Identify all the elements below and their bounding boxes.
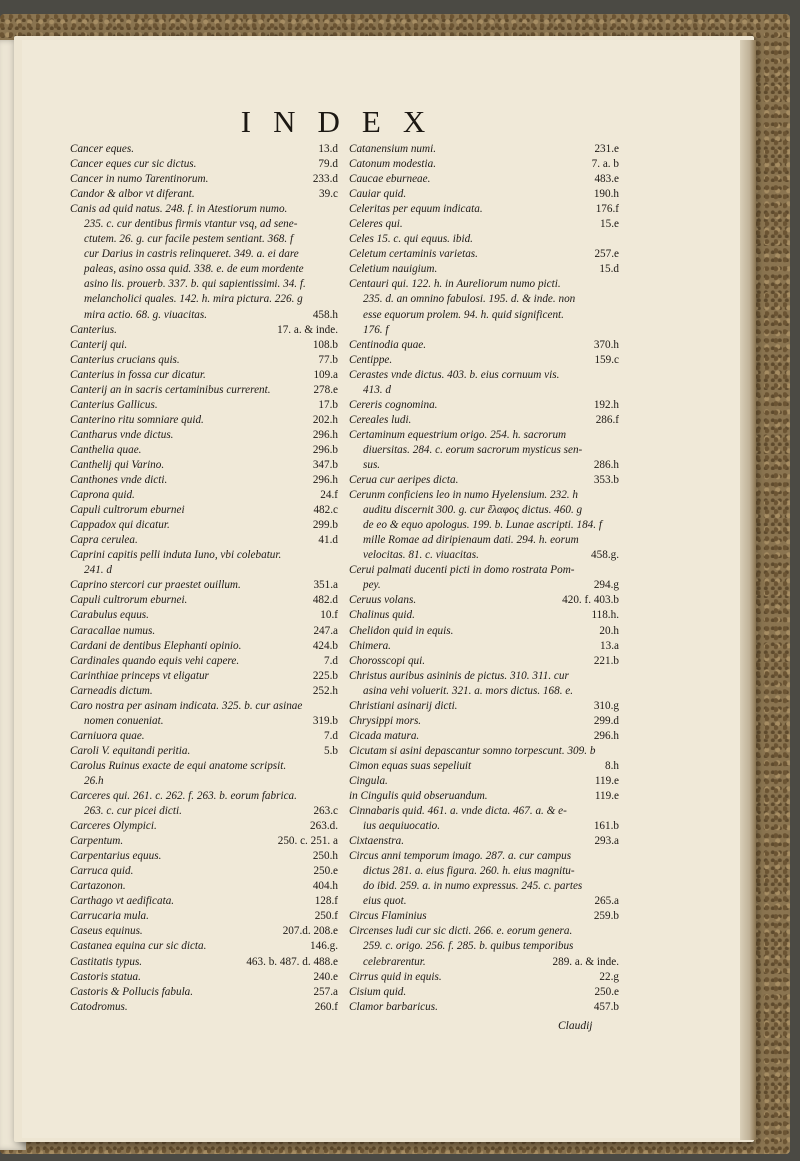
index-entry-text: Capra cerulea. [70,534,138,547]
index-entry [349,488,619,563]
index-entry-text: Carthago vt aedificata. [70,895,175,908]
index-entry-text: Canterino ritu somniare quid. [70,413,204,426]
index-entry [70,353,338,368]
index-entry-reference: 22.g [599,970,619,983]
index-entry-reference: 286.h [593,458,619,471]
index-entry-reference: 457.b [593,1000,619,1013]
index-entry [70,187,338,202]
index-entry-text: Canterius crucians quis. [70,353,180,366]
index-entry-text: Cereris cognomina. [349,398,438,411]
index-entry-reference: 263.d. [310,820,338,833]
index-entry-text: Cantharus vnde dictus. [70,428,174,441]
index-entry-reference: 20.h [599,624,619,637]
index-entry [70,864,338,879]
index-entry-reference: 260.f [314,1000,338,1013]
index-entry-reference: 17. a. & inde. [277,323,338,336]
index-entry-reference: 250.h [312,850,338,863]
index-entry-text: Caprona quid. [70,489,135,502]
index-entry-reference: 296.h [312,474,338,487]
index-entry-reference: 458.h [312,308,338,321]
index-entry-text: Circus anni temporum imago. 287. a. cur campus [349,850,572,863]
index-entry [349,774,619,789]
index-entry-text: 263. c. cur picei dicti. [84,805,182,818]
index-entry-text: Chrysippi mors. [349,714,422,727]
index-entry [349,834,619,849]
index-entry-text: celebrarentur. [363,955,426,968]
index-entry-reference: 278.e [313,383,338,396]
index-entry-reference: 289. a. & inde. [552,955,619,968]
index-entry-reference: 263.c [313,805,338,818]
index-entry-text: Cartazonon. [70,880,126,893]
index-entry [70,834,338,849]
index-entry-text: Celetium nauigium. [349,263,438,276]
index-entry-reference: 294.g [593,579,619,592]
index-entry-reference: 119.e [594,774,619,787]
index-column-right [349,142,619,1015]
index-entry-reference: 233.d [312,173,338,186]
index-entry-reference: 347.b [312,458,338,471]
index-entry-text: melancholici quales. 142. h. mira pictura. 226. g [84,293,303,306]
index-entry-text: Cancer in numo Tarentinorum. [70,173,209,186]
index-entry [349,654,619,669]
index-entry-reference: 13.a [600,639,619,652]
index-entry [70,819,338,834]
index-entry-text: Cixtaenstra. [349,835,405,848]
index-entry-reference: 240.e [313,970,338,983]
index-entry-text: Canterius. [70,323,117,336]
index-entry-text: de eo & equo apologus. 199. b. Lunae ascripti. 184. f [363,519,602,532]
index-entry [349,608,619,623]
index-entry-text: Cardinales quando equis vehi capere. [70,654,240,667]
index-entry-reference: 370.h [593,338,619,351]
index-entry [70,879,338,894]
index-entry [349,563,619,593]
index-entry [70,985,338,1000]
index-entry-text: Cicada matura. [349,729,420,742]
index-entry [70,909,338,924]
index-entry-text: Cirrus quid in equis. [349,970,442,983]
index-entry [70,338,338,353]
index-entry [349,172,619,187]
index-entry-text: Cancer eques cur sic dictus. [70,158,197,171]
index-entry [349,413,619,428]
index-entry-text: Ceruus volans. [349,594,417,607]
index-entry-reference: 265.a [594,895,619,908]
index-entry-text: Cerui palmati ducenti picti in domo rostrata Pom- [349,564,575,577]
index-entry-text: cur Darius in castris relinqueret. 349. a. ei dare [84,248,299,261]
index-entry-text: Cerua cur aeripes dicta. [349,474,459,487]
index-entry-reference: 247.a [313,624,338,637]
index-entry [70,654,338,669]
index-entry [349,262,619,277]
index-entry-reference: 482.c [313,504,338,517]
index-entry-text: mira actio. 68. g. viuacitas. [84,308,208,321]
index-entry-text: Castoris & Pollucis fabula. [70,985,194,998]
index-entry-text: dictus 281. a. eius figura. 260. h. eius magnitu- [363,865,575,878]
index-entry-reference: 250.f [314,910,338,923]
index-entry-reference: 15.d [599,263,619,276]
index-entry-text: Carabulus equus. [70,609,149,622]
index-entry [349,232,619,247]
index-entry-reference: 10.f [320,609,338,622]
index-entry-text: Canterius in fossa cur dicatur. [70,368,206,381]
index-entry [70,202,338,322]
index-entry [349,338,619,353]
index-entry-text: Celeritas per equum indicata. [349,203,483,216]
index-entry-reference: 259.b [593,910,619,923]
index-entry-text: Christiani asinarij dicti. [349,699,458,712]
index-entry-text: Castoris statua. [70,970,141,983]
index-entry-text: Chimera. [349,639,391,652]
index-entry-text: asino lis. prouerb. 337. b. qui sapientissimi. 34. f. [84,278,306,291]
index-entry-text: Castanea equina cur sic dicta. [70,940,207,953]
index-entry [70,172,338,187]
index-entry-text: Caprino stercori cur praestet ouillum. [70,579,241,592]
index-entry-text: Cisium quid. [349,985,407,998]
index-entry-text: Castitatis typus. [70,955,143,968]
index-entry-text: Candor & albor vt diferant. [70,188,195,201]
index-entry-reference: 207.d. 208.e [282,925,338,938]
index-entry-reference: 190.h [593,188,619,201]
index-entry-text: Catanensium numi. [349,143,437,155]
index-entry [70,593,338,608]
index-entry [70,443,338,458]
index-entry [349,789,619,804]
index-entry-text: Circenses ludi cur sic dicti. 266. e. eorum genera. [349,925,573,938]
index-entry [70,458,338,473]
index-entry [349,247,619,262]
index-entry-reference: 118.h. [591,609,619,622]
index-entry-text: Centauri qui. 122. h. in Aureliorum numo picti. [349,278,561,291]
index-entry-text: Canis ad quid natus. 248. f. in Atestiorum numo. [70,203,288,216]
index-entry-reference: 420. f. 403.b [562,594,619,607]
index-entry [70,533,338,548]
index-entry-text: Christus auribus asininis de pictus. 310. 311. cur [349,669,569,682]
index-entry-text: 176. f [363,323,389,336]
index-entry-reference: 41.d [318,534,338,547]
index-entry-text: Canterius Gallicus. [70,398,158,411]
index-entry [70,157,338,172]
index-entry-text: in Cingulis quid obseruandum. [349,790,488,803]
index-entry-text: Celeres qui. [349,218,403,231]
index-entry-text: asina vehi voluerit. 321. a. mors dictus. 168. e. [363,684,574,697]
index-entry-text: Cinnabaris quid. 461. a. vnde dicta. 467. a. & e- [349,805,567,818]
index-entry-text: Chelidon quid in equis. [349,624,454,637]
index-entry-reference: 119.e [594,790,619,803]
index-entry [349,353,619,368]
index-entry-reference: 404.h [312,880,338,893]
index-entry-text: Carrucaria mula. [70,910,149,923]
index-entry-text: Circus Flaminius [349,910,427,923]
index-entry-text: Canterij an in sacris certaminibus currerent. [70,383,271,396]
index-entry [349,639,619,654]
index-entry-text: Clamor barbaricus. [349,1000,438,1013]
index-entry [70,578,338,593]
index-entry-reference: 231.e [594,143,619,155]
index-entry-text: Carinthiae princeps vt eligatur [70,669,209,682]
index-entry [70,488,338,503]
index-entry [70,970,338,985]
index-entry-text: 259. c. origo. 256. f. 285. b. quibus temporibus [363,940,574,953]
index-entry-text: Canthelia quae. [70,443,142,456]
index-entry-reference: 351.a [313,579,338,592]
index-entry-text: sus. [363,458,381,471]
index-entry-text: Carneadis dictum. [70,684,153,697]
index-entry-text: ctutem. 26. g. cur facile pestem sentiant. 368. f [84,233,294,246]
index-entry [70,548,338,578]
index-entry-text: Cauiar quid. [349,188,407,201]
index-entry-reference: 8.h [605,759,619,772]
index-entry-reference: 192.h [593,398,619,411]
index-entry-reference: 483.e [594,173,619,186]
index-entry-text: 26.h [84,774,104,787]
index-entry-text: Cerunm conficiens leo in numo Hyelensium. 232. h [349,489,578,502]
index-entry [349,277,619,337]
index-entry-reference: 5.b [324,744,338,757]
index-entry-reference: 128.f [314,895,338,908]
index-entry-reference: 463. b. 487. d. 488.e [246,955,338,968]
index-entry [349,909,619,924]
index-entry-reference: 299.d [593,714,619,727]
index-entry-reference: 77.b [318,353,338,366]
index-entry [349,804,619,834]
index-entry-reference: 79.d [318,158,338,171]
index-entry-reference: 24.f [320,489,338,502]
index-entry [70,849,338,864]
index-entry-reference: 39.c [319,188,338,201]
index-entry-text: Cardani de dentibus Elephanti opinio. [70,639,242,652]
index-entry-reference: 458.g. [591,549,619,562]
index-entry [70,624,338,639]
index-entry-reference: 225.b [312,669,338,682]
index-entry [349,744,619,759]
index-entry [349,759,619,774]
index-entry-reference: 299.b [312,519,338,532]
index-entry-text: Chalinus quid. [349,609,415,622]
index-entry [70,1000,338,1015]
index-entry-text: nomen conueniat. [84,714,164,727]
index-entry-text: Centinodia quae. [349,338,427,351]
index-entry-text: mille Romae ad diripienaum dati. 294. h. eorum [363,534,579,547]
index-entry-reference: 257.e [594,248,619,261]
index-entry [349,187,619,202]
index-entry-reference: 15.e [600,218,619,231]
index-entry-reference: 159.c [594,353,619,366]
index-entry-text: Cancer eques. [70,143,135,155]
index-entry-reference: 202.h [312,413,338,426]
index-entry-text: Caucae eburneae. [349,173,431,186]
index-entry [70,639,338,654]
index-entry [70,428,338,443]
index-entry-reference: 108.b [312,338,338,351]
index-entry [349,985,619,1000]
index-entry [349,924,619,969]
index-entry [70,789,338,819]
index-entry-text: Caroli V. equitandi peritia. [70,744,191,757]
index-entry-text: Carceres qui. 261. c. 262. f. 263. b. eorum fabrica. [70,790,297,803]
index-entry [70,398,338,413]
index-entry-text: Carniuora quae. [70,729,145,742]
index-entry-reference: 17.b [318,398,338,411]
index-entry-reference: 221.b [593,654,619,667]
index-entry-text: Caprini capitis pelli induta Iuno, vbi colebatur. [70,549,282,562]
index-entry-reference: 250.e [313,865,338,878]
index-entry-text: pey. [363,579,381,592]
index-entry-reference: 296.h [312,428,338,441]
index-entry [70,939,338,954]
index-entry-text: Chorosscopi qui. [349,654,426,667]
index-entry-text: Carpentum. [70,835,124,848]
index-entry-reference: 250.e [594,985,619,998]
index-entry-reference: 286.f [595,413,619,426]
index-entry-text: Cappadox qui dicatur. [70,519,170,532]
index-entry-text: Centippe. [349,353,393,366]
index-entry [349,729,619,744]
index-entry-text: Capuli cultrorum eburnei. [70,594,188,607]
index-entry-reference: 319.b [312,714,338,727]
index-entry-text: Celetum certaminis varietas. [349,248,478,261]
index-entry [349,593,619,608]
index-entry-text: Capuli cultrorum eburnei [70,504,185,517]
index-entry-text: velocitas. 81. c. viuacitas. [363,549,479,562]
index-entry-text: Cimon equas suas sepeliuit [349,759,472,772]
index-entry-text: Caseus equinus. [70,925,143,938]
index-entry [70,924,338,939]
index-entry-reference: 250. c. 251. a [277,835,338,848]
index-entry-text: Carruca quid. [70,865,134,878]
index-entry-reference: 296.b [312,443,338,456]
index-entry [70,383,338,398]
index-entry [70,142,338,157]
index-entry [349,669,619,699]
index-entry [70,503,338,518]
index-entry-reference: 7.d [324,729,338,742]
index-entry-text: Cingula. [349,774,388,787]
index-entry-reference: 146.g. [310,940,338,953]
index-entry-reference: 424.b [312,639,338,652]
page-title: INDEX [240,104,448,139]
index-entry-text: diuersitas. 284. c. eorum sacrorum mysticus sen- [363,443,583,456]
index-entry [70,608,338,623]
index-entry-text: Canthones vnde dicti. [70,474,168,487]
index-entry-reference: 257.a [313,985,338,998]
index-entry [70,669,338,684]
index-entry-text: 413. d [363,383,391,396]
index-entry-text: Canthelij qui Varino. [70,458,165,471]
index-entry-reference: 161.b [593,820,619,833]
index-entry [70,413,338,428]
index-entry-text: auditu discernit 300. g. cur ἔλαφος dictus. 460. g [363,504,583,517]
index-entry-text: Certaminum equestrium origo. 254. h. sacrorum [349,428,567,441]
index-entry-text: Caro nostra per asinam indicata. 325. b. cur asinae [70,699,303,712]
index-entry-text: 241. d [84,564,112,577]
index-entry [70,323,338,338]
index-entry-reference: 7.d [324,654,338,667]
index-entry-reference: 13.d [318,143,338,155]
index-entry [70,894,338,909]
index-entry-text: do ibid. 259. a. in numo expressus. 245. c. partes [363,880,583,893]
index-entry-text: eius quot. [363,895,407,908]
index-entry [349,699,619,714]
index-entry-reference: 296.h [593,729,619,742]
index-entry [349,398,619,413]
index-entry-text: 235. d. an omnino fabulosi. 195. d. & inde. non [363,293,576,306]
index-entry [349,142,619,157]
index-entry-reference: 293.a [594,835,619,848]
index-entry [349,1000,619,1015]
index-entry [349,624,619,639]
page-edge-shadow [740,40,756,1140]
index-entry-text: Cicutam si asini depascantur somno torpescunt. 309. b [349,744,596,757]
index-entry-text: Celes 15. c. qui equus. ibid. [349,233,473,246]
index-entry-text: Catodromus. [70,1000,128,1013]
index-entry-reference: 310.g [593,699,619,712]
index-entry [349,217,619,232]
index-entry-text: Carpentarius equus. [70,850,162,863]
index-entry-text: esse equorum prolem. 94. h. quid significent. [363,308,564,321]
index-entry [70,955,338,970]
index-entry-text: Catonum modestia. [349,158,437,171]
index-entry [349,473,619,488]
index-entry [70,684,338,699]
index-entry-reference: 176.f [595,203,619,216]
index-entry-text: Carceres Olympici. [70,820,157,833]
index-entry [70,473,338,488]
index-entry-reference: 252.h [312,684,338,697]
index-entry [349,428,619,473]
index-entry [70,744,338,759]
index-entry [70,699,338,729]
index-column-left [70,142,338,1015]
index-entry-text: ius aequiuocatio. [363,820,441,833]
index-entry [70,368,338,383]
index-entry-reference: 7. a. b [591,158,619,171]
index-entry-text: paleas, asino ossa quid. 338. e. de eum mordente [84,263,304,276]
index-entry [70,759,338,789]
index-entry-text: Caracallae numus. [70,624,156,637]
index-entry-reference: 482.d [312,594,338,607]
index-entry-text: Carolus Ruinus exacte de equi anatome scripsit. [70,759,287,772]
index-entry-text: Cerastes vnde dictus. 403. b. eius cornuum vis. [349,368,560,381]
index-entry-reference: 353.b [593,474,619,487]
index-entry [70,518,338,533]
index-entry [70,729,338,744]
index-entry [349,970,619,985]
index-entry-text: Canterij qui. [70,338,128,351]
index-entry-text: 235. c. cur dentibus firmis vtantur vsq, ad sene- [84,218,298,231]
index-entry [349,714,619,729]
index-entry [349,157,619,172]
index-entry [349,849,619,909]
index-entry [349,202,619,217]
index-entry-text: Cereales ludi. [349,413,412,426]
index-entry-reference: 109.a [313,368,338,381]
catchword: Claudij [558,1020,593,1032]
index-entry [349,368,619,398]
